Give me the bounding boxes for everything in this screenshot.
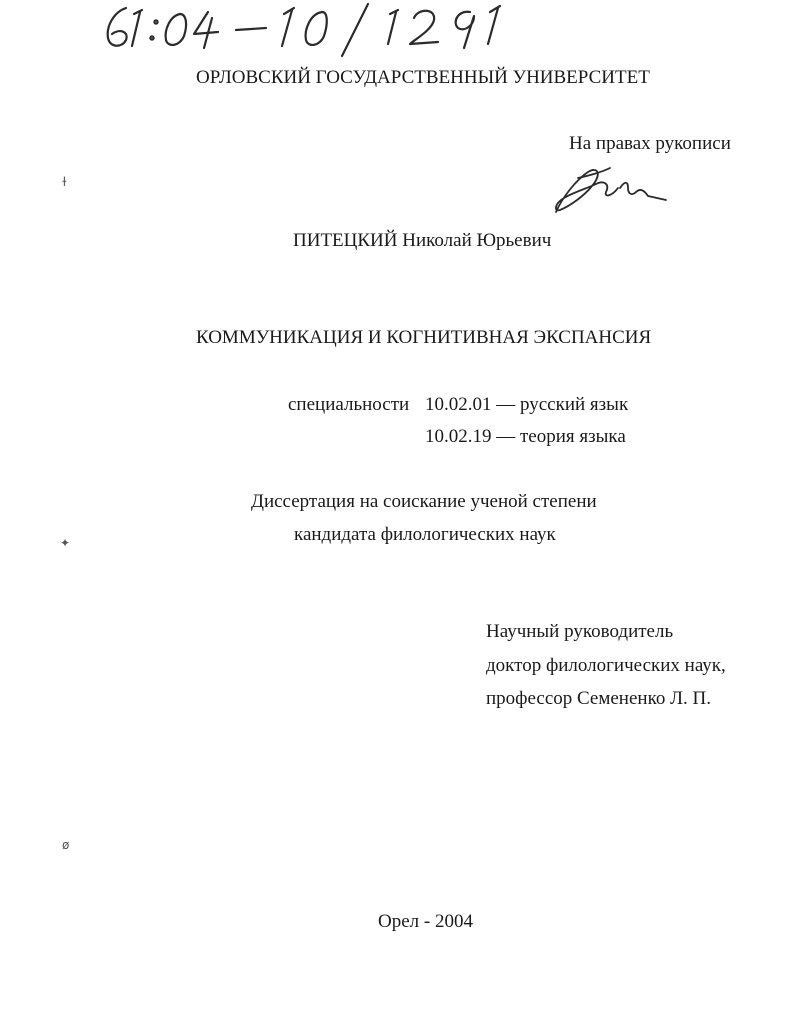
scan-speck: ø — [62, 838, 70, 852]
handwritten-signature — [548, 158, 673, 218]
university-name: ОРЛОВСКИЙ ГОСУДАРСТВЕННЫЙ УНИВЕРСИТЕТ — [196, 67, 650, 88]
degree-statement-line-2: кандидата филологических наук — [294, 524, 556, 545]
specialty-item: 10.02.19 — теория языка — [425, 426, 626, 447]
supervisor-name: профессор Семененко Л. П. — [486, 688, 711, 709]
scan-speck: ɫ — [62, 175, 67, 189]
supervisor-degree: доктор филологических наук, — [486, 655, 726, 676]
author-surname: ПИТЕЦКИЙ — [293, 230, 398, 251]
dissertation-title: КОММУНИКАЦИЯ И КОГНИТИВНАЯ ЭКСПАНСИЯ — [196, 327, 652, 348]
manuscript-rights-note: На правах рукописи — [569, 133, 731, 154]
specialty-item: 10.02.01 — русский язык — [425, 394, 629, 415]
handwritten-archive-code — [96, 0, 506, 58]
supervisor-role: Научный руководитель — [486, 621, 674, 642]
degree-statement-line-1: Диссертация на соискание ученой степени — [251, 491, 597, 512]
city-year: Орел - 2004 — [378, 911, 473, 932]
scan-speck: ✦ — [60, 536, 71, 550]
author-given-names: Николай Юрьевич — [402, 230, 552, 251]
author-name — [293, 230, 551, 252]
specialty-label: специальности — [288, 394, 410, 415]
